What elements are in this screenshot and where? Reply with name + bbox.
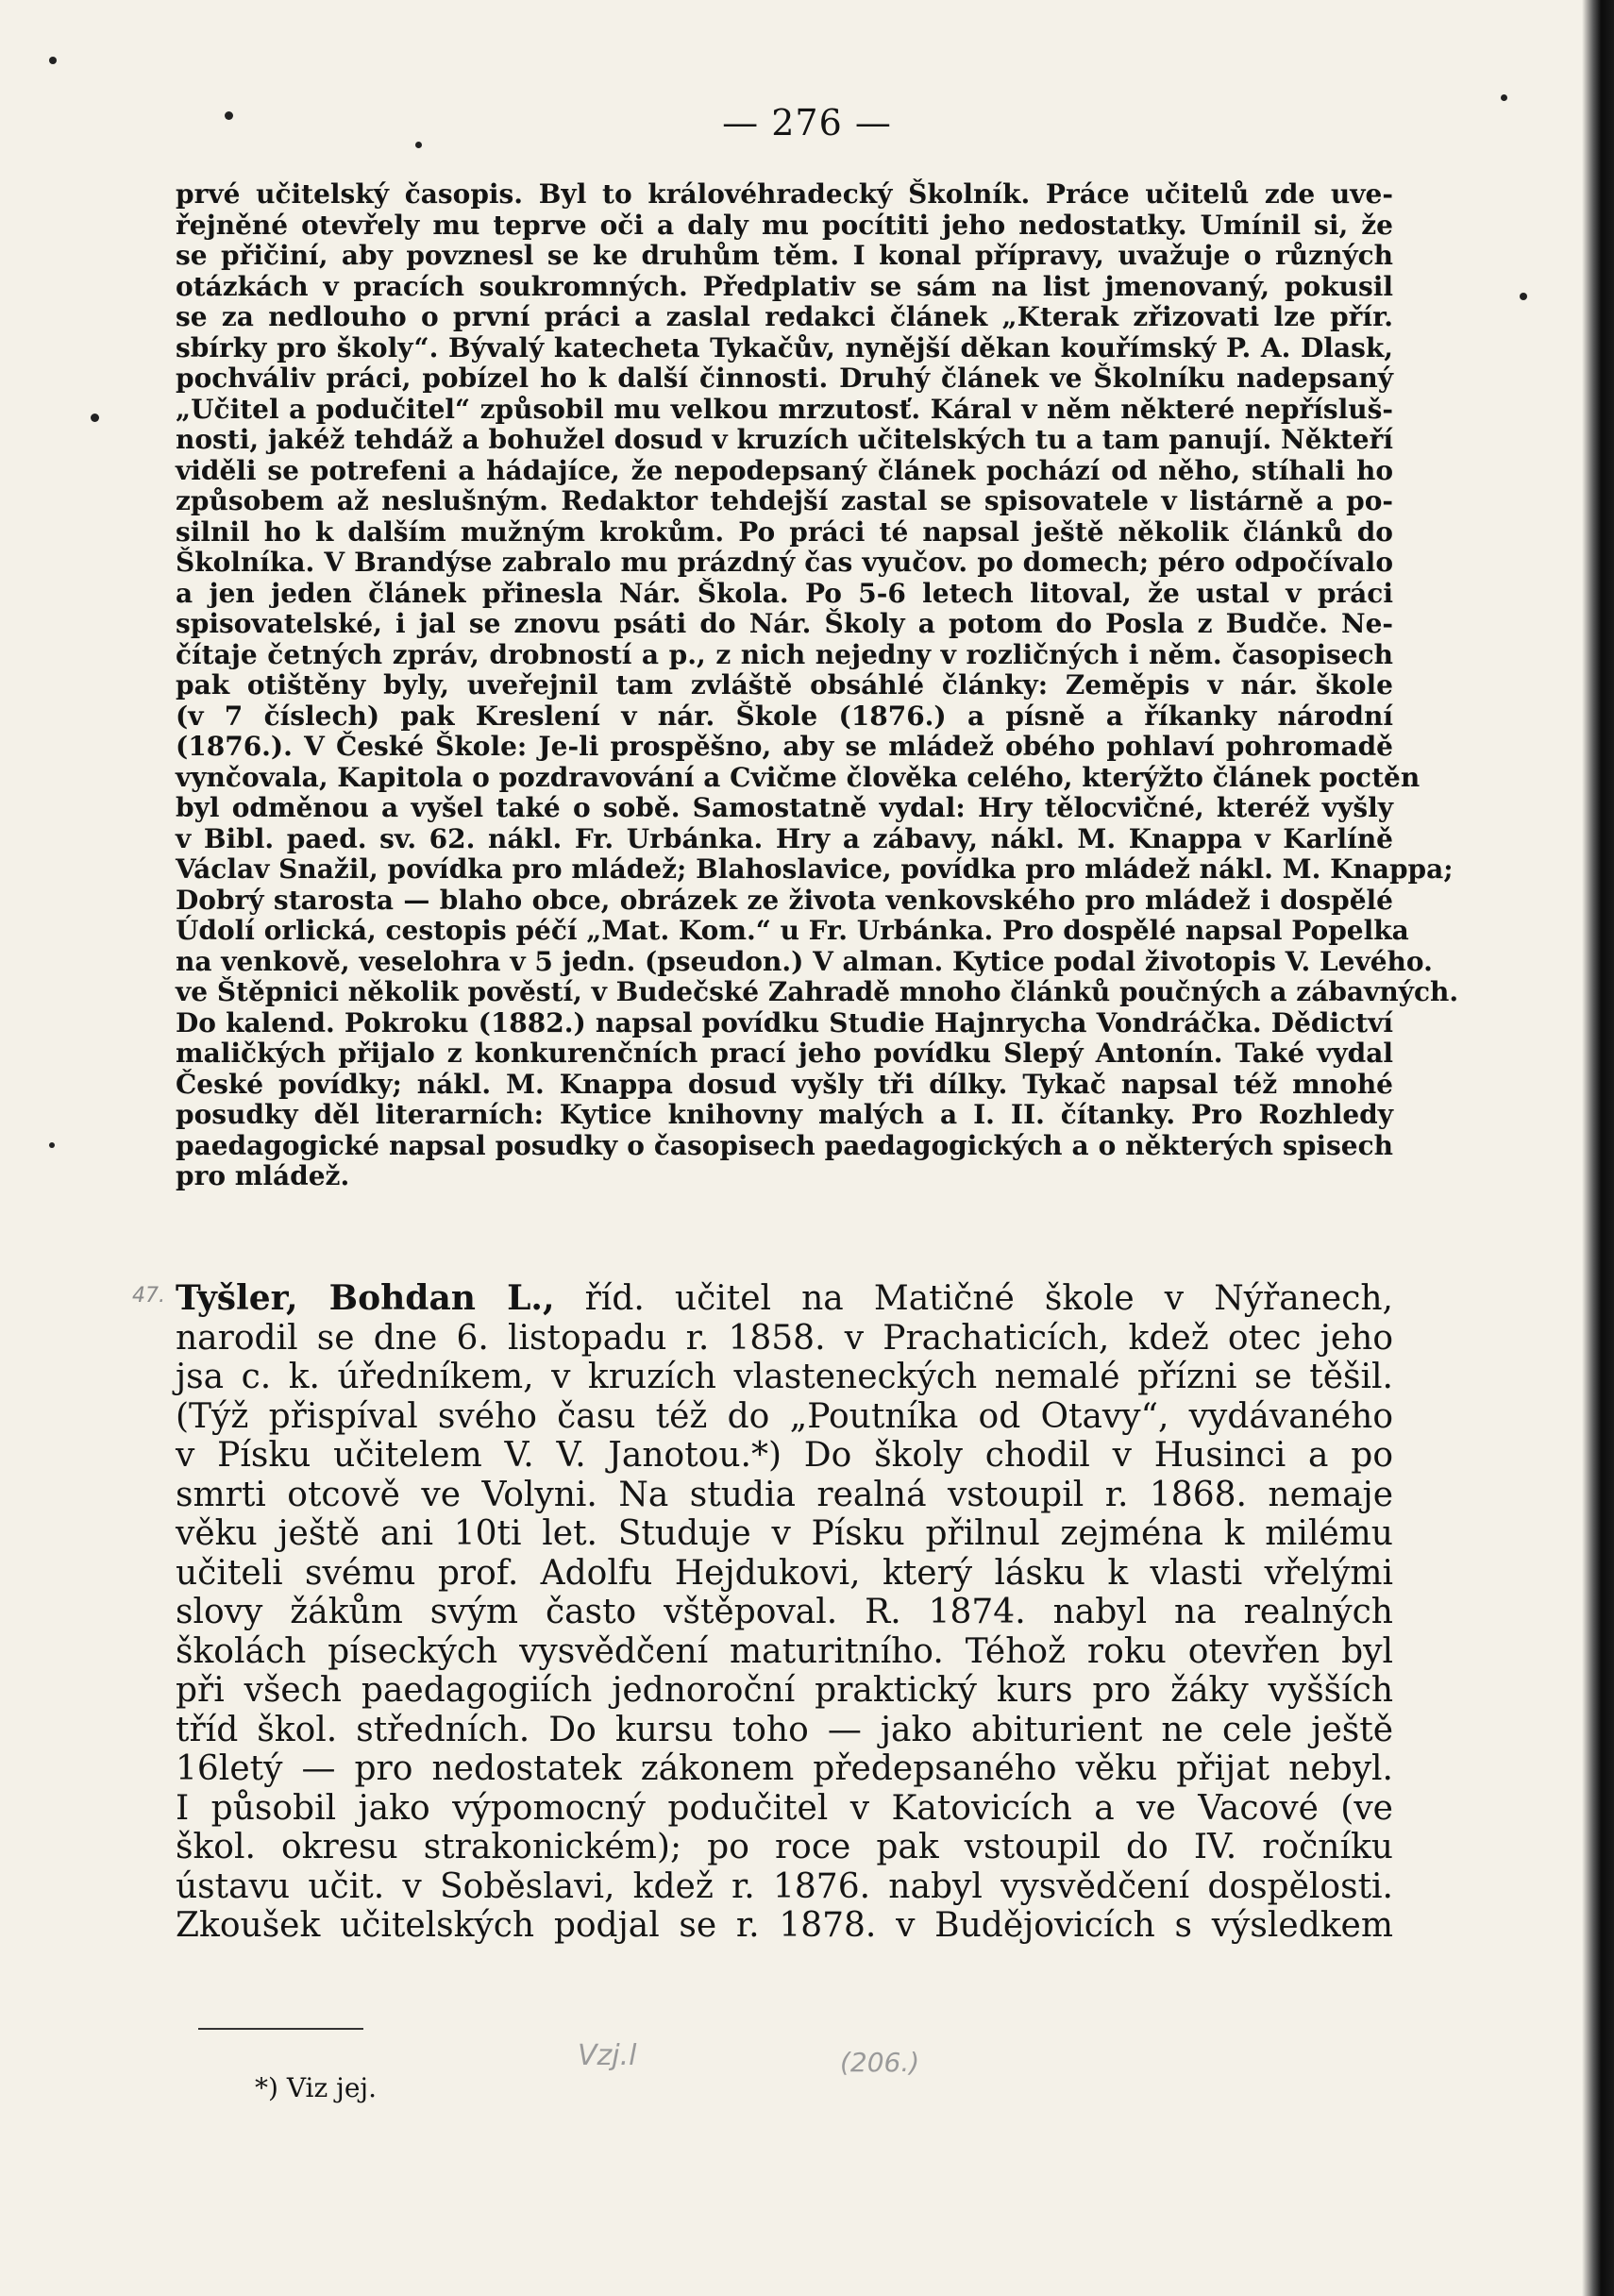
scan-speck <box>91 414 99 422</box>
text-line: pochváliv práci, pobízel ho k další činnosti. Druhý článek ve Školníku nadepsaný <box>176 363 1393 394</box>
text-line: se za nedlouho o první práci a zaslal redakci článek „Kterak zřizovati lze přír. <box>176 301 1393 332</box>
text-line: a jen jeden článek přinesla Nár. Škola. Po 5-6 letech litoval, že ustal v práci <box>176 577 1393 609</box>
text-line: na venkově, veselohra v 5 jedn. (pseudon.) V alman. Kytice podal životopis V. Levého. <box>176 945 1433 977</box>
text-line: vynčovala, Kapitola o pozdravování a Cvičme člověka celého, kterýžto článek poctěn <box>176 761 1421 793</box>
entry-line: tříd škol. středních. Do kursu toho — jako abiturient ne cele ještě <box>176 1710 1393 1749</box>
text-line: sbírky pro školy“. Bývalý katecheta Tykačův, nynější děkan kouřímský P. A. Dlask, <box>176 331 1393 363</box>
text-line: Do kalend. Pokroku (1882.) napsal povídku Studie Hajnrycha Vondráčka. Dědictví <box>176 1006 1393 1038</box>
text-line: řejněné otevřely mu teprve oči a daly mu pocítiti jeho nedostatky. Umínil si, že <box>176 209 1393 241</box>
text-line: byl odměnou a vyšel také o sobě. Samostatně vydal: Hry tělocvičné, kteréž vyšly <box>176 792 1393 823</box>
scan-speck <box>225 111 233 120</box>
entry-line: narodil se dne 6. listopadu r. 1858. v Prachaticích, kdež otec jeho <box>176 1318 1393 1358</box>
entry-line: ústavu učit. v Soběslavi, kdež r. 1876. nabyl vysvědčení dospělosti. <box>176 1866 1393 1906</box>
entry-first-line-rest: říd. učitel na Matičné škole v Nýřanech, <box>584 1279 1393 1318</box>
scan-speck <box>49 57 57 64</box>
pencil-annotation-page: (206.) <box>840 2047 920 2078</box>
text-line: pro mládež. <box>176 1160 350 1191</box>
entry-first-line <box>176 1279 1393 1319</box>
scan-speck <box>49 1142 55 1148</box>
paragraph-small <box>176 178 1459 1192</box>
text-line: otázkách v pracích soukromných. Předplativ se sám na list jmenovaný, pokusil <box>176 270 1393 302</box>
entry-line: při všech paedagogiích jednoroční praktický kurs pro žáky vyšších <box>176 1671 1393 1710</box>
entry-line: Zkoušek učitelských podjal se r. 1878. v Budějovicích s výsledkem <box>176 1906 1393 1945</box>
pencil-annotation: Vzj.l <box>578 2039 637 2072</box>
text-line: se přičiní, aby povznesl se ke druhům těm. I konal přípravy, uvažuje o různých <box>176 240 1393 271</box>
scan-speck <box>1520 293 1527 300</box>
margin-annotation: 47. <box>132 1284 165 1308</box>
text-line: posudky děl literarních: Kytice knihovny malých a I. II. čítanky. Pro Rozhledy <box>176 1099 1393 1130</box>
entry-line: I působil jako výpomocný podučitel v Katovicích a ve Vacové (ve <box>176 1788 1393 1828</box>
footnote-rule <box>198 2028 363 2030</box>
text-line: maličkých přijalo z konkurenčních prací jeho povídku Slepý Antonín. Také vydal <box>176 1038 1393 1069</box>
entry-line: (Týž přispíval svého času též do „Poutníka od Otavy“, vydávaného <box>176 1396 1393 1436</box>
entry-line: smrti otcově ve Volyni. Na studia realná vstoupil r. 1868. nemaje <box>176 1475 1393 1514</box>
entry-line: školách píseckých vysvědčení maturitního. Téhož roku otevřen byl <box>176 1631 1393 1671</box>
text-line: prvé učitelský časopis. Byl to královéhradecký Školník. Práce učitelů zde uve- <box>176 178 1393 210</box>
text-line: pak otištěny byly, uveřejnil tam zvláště obsáhlé články: Zeměpis v nár. škole <box>176 669 1393 701</box>
text-line: v Bibl. paed. sv. 62. nákl. Fr. Urbánka. Hry a zábavy, nákl. M. Knappa v Karlíně <box>176 822 1393 854</box>
text-line: paedagogické napsal posudky o časopisech paedagogických a o některých spisech <box>176 1129 1393 1161</box>
text-line: České povídky; nákl. M. Knappa dosud vyšly tři dílky. Tykač napsal též mnohé <box>176 1068 1393 1100</box>
page-number: — 276 — <box>722 102 892 144</box>
text-line: „Učitel a podučitel“ způsobil mu velkou mrzutosť. Káral v něm některé nepřísluš- <box>176 393 1393 425</box>
entry-line: věku ještě ani 10ti let. Studuje v Písku přilnul zejména k milému <box>176 1514 1393 1553</box>
scan-edge <box>1582 0 1614 2296</box>
text-line: nosti, jakéž tehdáž a bohužel dosud v kruzích učitelských tu a tam panují. Někteří <box>176 424 1393 455</box>
text-line: (v 7 číslech) pak Kreslení v nár. Škole (1876.) a písně a říkanky národní <box>176 700 1393 732</box>
scan-speck <box>1501 94 1507 101</box>
text-line: Školníka. V Brandýse zabralo mu prázdný čas vyučov. po domech; péro odpočívalo <box>176 547 1393 578</box>
text-line: silnil ho k dalším mužným krokům. Po práci té napsal ještě několik článků do <box>176 515 1393 548</box>
text-line: viděli se potrefeni a hádajíce, že nepodepsaný článek pochází od něho, stíhali ho <box>176 454 1393 486</box>
footnote: *) Viz jej. <box>255 2072 377 2103</box>
entry-line: jsa c. k. úředníkem, v kruzích vlasteneckých nemalé přízni se těšil. <box>176 1358 1393 1396</box>
entry-line: škol. okresu strakonickém); po roce pak vstoupil do IV. ročníku <box>176 1828 1393 1866</box>
text-line: (1876.). V České Škole: Je-li prospěšno, aby se mládež obého pohlaví pohromadě <box>176 731 1393 762</box>
text-line: způsobem až neslušným. Redaktor tehdejší zastal se spisovatele v listárně a po- <box>176 485 1393 516</box>
text-line: ve Štěpnici několik pověstí, v Budečské Zahradě mnoho článků poučných a zábavných. <box>176 976 1459 1007</box>
entry-line: učiteli svému prof. Adolfu Hejdukovi, který lásku k vlasti vřelými <box>176 1553 1393 1593</box>
scan-speck <box>415 142 422 148</box>
entry-name: Tyšler, Bohdan L., <box>176 1278 555 1318</box>
text-line: Údolí orlická, cestopis péčí „Mat. Kom.“ u Fr. Urbánka. Pro dospělé napsal Popelka <box>176 915 1409 946</box>
text-line: čítaje četných zpráv, drobností a p., z nich nejedny v rozličných i něm. časopisech <box>176 638 1393 670</box>
entry-paragraph <box>176 1279 1393 1946</box>
text-line: spisovatelské, i jal se znovu psáti do Nár. Školy a potom do Posla z Budče. Ne- <box>176 608 1393 639</box>
entry-line: 16letý — pro nedostatek zákonem předepsaného věku přijat nebyl. <box>176 1749 1393 1788</box>
entry-line: slovy žákům svým často vštěpoval. R. 1874. nabyl na realných <box>176 1593 1393 1631</box>
entry-line: v Písku učitelem V. V. Janotou.*) Do školy chodil v Husinci a po <box>176 1436 1393 1475</box>
text-line: Dobrý starosta — blaho obce, obrázek ze života venkovského pro mládež i dospělé <box>176 884 1393 916</box>
text-line: Václav Snažil, povídka pro mládež; Blahoslavice, povídka pro mládež nákl. M. Knappa; <box>176 853 1454 885</box>
